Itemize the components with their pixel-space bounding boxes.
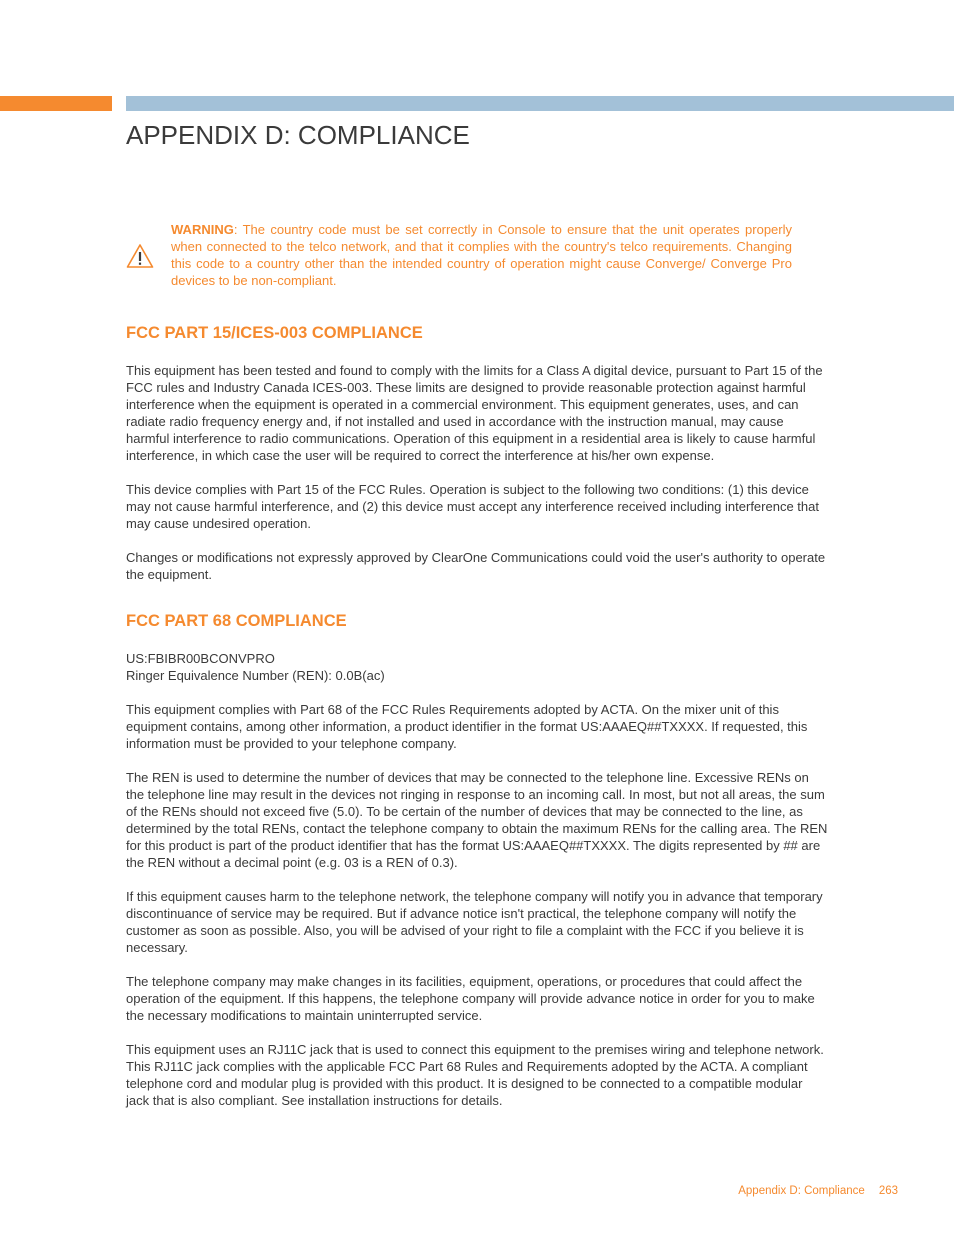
warning-callout: [126, 221, 792, 289]
registration-number: US:FBIBR00BCONVPRO: [126, 651, 275, 666]
footer-section-title: Appendix D: Compliance: [738, 1185, 865, 1197]
section-heading: FCC PART 68 COMPLIANCE: [126, 612, 347, 630]
paragraph: This equipment complies with Part 68 of the FCC Rules Requirements adopted by ACTA. On the mixer unit of this equipment contains, among other information, a product identifier in the format US:AAAEQ##TXXXX. If requested, this information must be provided to your telephone company.: [126, 702, 808, 751]
paragraph: If this equipment causes harm to the telephone network, the telephone company will notify you in advance that temporary discontinuance of service may be required. But if advance notice isn't practical, the telephone company will notify the customer as soon as possible. Also, you will be advised of your right to file a complaint with the FCC if you believe it is necessary.: [126, 889, 823, 955]
paragraph: This equipment uses an RJ11C jack that is used to connect this equipment to the premises wiring and telephone network. This RJ11C jack complies with the applicable FCC Part 68 Rules and Requirements adopted by the ACTA. A compliant telephone cord and modular plug is provided with this product. It is designed to be connected to a compatible modular jack that is also compliant. See installation instructions for details.: [126, 1042, 824, 1108]
header-accent-bar-orange: [0, 96, 112, 111]
ringer-equivalence-number: Ringer Equivalence Number (REN): 0.0B(ac): [126, 668, 385, 683]
warning-label: WARNING: [171, 222, 234, 237]
paragraph: The REN is used to determine the number of devices that may be connected to the telephone line. Excessive RENs on the telephone line may result in the devices not ringing in response to an incoming call. In most, but not all areas, the sum of the RENs should not exceed five (5.0). To be certain of the number of devices that may be connected to the line, as determined by the total RENs, contact the telephone company to obtain the maximum RENs for the calling area. The REN for this product is part of the product identifier that has the format US:AAAEQ##TXXXX. The digits represented by ## are the REN without a decimal point (e.g. 03 is a REN of 0.3).: [126, 770, 828, 870]
page-footer: [738, 1185, 898, 1197]
paragraph: The telephone company may make changes in its facilities, equipment, operations, or procedures that could affect the operation of the equipment. If this happens, the telephone company will provide advance notice in order for you to make the necessary modifications to maintain uninterrupted service.: [126, 974, 815, 1023]
paragraph: Changes or modifications not expressly approved by ClearOne Communications could void the user's authority to operate the equipment.: [126, 550, 826, 582]
main-content: [126, 322, 828, 1126]
section-fcc-part-15: [126, 322, 828, 583]
warning-message: : The country code must be set correctly in Console to ensure that the unit operates properly when connected to the telco network, and that it complies with the country's telco requirements. Changing this code to a country other than the intended country of operation might cause Converge/ Converge Pro devices to be non-compliant.: [171, 222, 792, 288]
header-accent-bar-blue: [126, 96, 954, 111]
section-fcc-part-68: [126, 610, 828, 1109]
warning-text: [171, 221, 792, 289]
page-title: APPENDIX D: COMPLIANCE: [126, 120, 470, 150]
warning-triangle-icon: [126, 243, 154, 269]
registration-info: [126, 650, 828, 684]
paragraph: This equipment has been tested and found to comply with the limits for a Class A digital device, pursuant to Part 15 of the FCC rules and Industry Canada ICES-003. These limits are designed to provide reasonable protection against harmful interference when the equipment is operated in a commercial environment. This equipment generates, uses, and can radiate radio frequency energy and, if not installed and used in accordance with the instruction manual, may cause harmful interference to radio communications. Operation of this equipment in a residential area is likely to cause harmful interference, in which case the user will be required to correct the interference at his/her own expense.: [126, 363, 823, 463]
paragraph: This device complies with Part 15 of the FCC Rules. Operation is subject to the following two conditions: (1) this device may not cause harmful interference, and (2) this device must accept any interference received including interference that may cause undesired operation.: [126, 482, 819, 531]
section-heading: FCC PART 15/ICES-003 COMPLIANCE: [126, 324, 423, 342]
page-number: 263: [878, 1185, 898, 1197]
